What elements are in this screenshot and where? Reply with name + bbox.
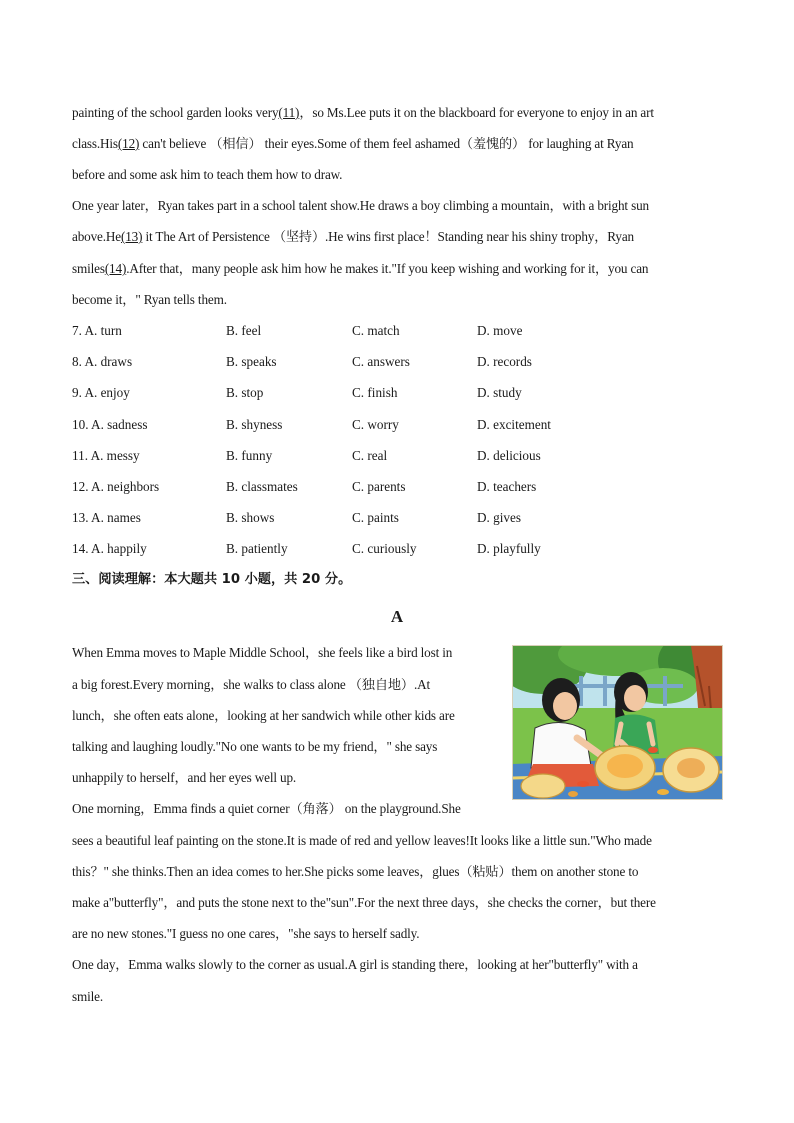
option-d: D. study xyxy=(477,385,522,400)
text-run: above.He xyxy=(72,229,121,244)
option-a: 13. A. names xyxy=(72,510,141,525)
passage-a-line: One day，Emma walks slowly to the corner as usual.A girl is standing there，looking at her"butterfly" with a xyxy=(72,957,638,972)
option-b: B. stop xyxy=(226,385,264,400)
option-d: D. gives xyxy=(477,510,521,525)
option-b: B. patiently xyxy=(226,541,288,556)
option-a: 10. A. sadness xyxy=(72,417,148,432)
option-a: 12. A. neighbors xyxy=(72,479,160,494)
option-c: C. match xyxy=(352,323,400,338)
text-run: it The Art of Persistence （坚持）.He wins first place！Standing near his shiny trophy，Ryan xyxy=(142,229,634,244)
passage-title: A xyxy=(390,607,404,626)
option-d: D. move xyxy=(477,323,523,338)
question-8-options xyxy=(72,353,722,371)
passage-a-line: talking and laughing loudly."No one wants to be my friend，" she says xyxy=(72,739,438,754)
option-b: B. feel xyxy=(226,323,262,338)
passage-a-line: sees a beautiful leaf painting on the stone.It is made of red and yellow leaves!It looks like a little sun."Who made xyxy=(72,833,652,848)
passage-line: One year later，Ryan takes part in a school talent show.He draws a boy climbing a mountain，with a bright sun xyxy=(72,198,649,213)
option-b: B. speaks xyxy=(226,354,277,369)
blank-12: (12) xyxy=(117,136,140,151)
option-b: B. classmates xyxy=(226,479,298,494)
option-c: C. real xyxy=(352,448,388,463)
passage-line: become it，" Ryan tells them. xyxy=(72,292,227,307)
text-run: .After that，many people ask him how he makes it."If you keep wishing and working for it，you can xyxy=(126,261,649,276)
blank-11: (11) xyxy=(278,105,300,120)
option-a: 8. A. draws xyxy=(72,354,133,369)
illustration-svg xyxy=(513,646,722,799)
option-d: D. excitement xyxy=(477,417,551,432)
question-11-options xyxy=(72,447,722,465)
blank-14: (14) xyxy=(104,261,127,276)
option-b: B. shows xyxy=(226,510,275,525)
passage-a-line: unhappily to herself，and her eyes well up. xyxy=(72,770,297,785)
text-run: painting of the school garden looks very xyxy=(72,105,279,120)
question-13-options xyxy=(72,509,722,527)
option-d: D. records xyxy=(477,354,532,369)
option-c: C. answers xyxy=(352,354,410,369)
question-10-options xyxy=(72,416,722,434)
option-a: 14. A. happily xyxy=(72,541,147,556)
option-d: D. playfully xyxy=(477,541,541,556)
passage-line xyxy=(72,228,722,246)
text-run: class.His xyxy=(72,136,118,151)
passage-line xyxy=(72,260,722,278)
question-7-options xyxy=(72,322,722,340)
blank-13: (13) xyxy=(120,229,143,244)
option-c: C. paints xyxy=(352,510,399,525)
passage-line xyxy=(72,104,722,122)
option-c: C. curiously xyxy=(352,541,417,556)
passage-a-line: One morning，Emma finds a quiet corner（角落） on the playground.She xyxy=(72,801,461,816)
option-b: B. shyness xyxy=(226,417,283,432)
option-a: 9. A. enjoy xyxy=(72,385,130,400)
passage-a-line: When Emma moves to Maple Middle School，she feels like a bird lost in xyxy=(72,645,453,660)
passage-line xyxy=(72,135,722,153)
question-12-options xyxy=(72,478,722,496)
passage-a-line: make a"butterfly"，and puts the stone next to the"sun".For the next three days，she checks the corner，but there xyxy=(72,895,656,910)
passage-a-line: a big forest.Every morning，she walks to class alone （独自地）.At xyxy=(72,677,430,692)
option-d: D. delicious xyxy=(477,448,541,463)
passage-a-line: smile. xyxy=(72,989,103,1004)
option-c: C. finish xyxy=(352,385,398,400)
passage-a-line: lunch，she often eats alone，looking at her sandwich while other kids are xyxy=(72,708,455,723)
text-run: ，so Ms.Lee puts it on the blackboard for everyone to enjoy in an art xyxy=(299,105,654,120)
text-run: can't believe （相信） their eyes.Some of them feel ashamed（羞愧的） for laughing at Ryan xyxy=(139,136,634,151)
option-b: B. funny xyxy=(226,448,273,463)
option-d: D. teachers xyxy=(477,479,537,494)
question-9-options xyxy=(72,384,722,402)
text-run: smiles xyxy=(72,261,105,276)
passage-line: before and some ask him to teach them how to draw. xyxy=(72,167,343,182)
option-c: C. worry xyxy=(352,417,399,432)
option-a: 7. A. turn xyxy=(72,323,122,338)
option-a: 11. A. messy xyxy=(72,448,140,463)
passage-a-line: this？" she thinks.Then an idea comes to her.She picks some leaves，glues（粘贴）them on another stone to xyxy=(72,864,639,879)
option-c: C. parents xyxy=(352,479,406,494)
section-heading: 三、阅读理解：本大题共 10 小题，共 20 分。 xyxy=(72,572,352,587)
question-14-options xyxy=(72,540,722,558)
illustration-girls-painting-stones xyxy=(512,645,723,800)
passage-a-line: are no new stones."I guess no one cares，"she says to herself sadly. xyxy=(72,926,420,941)
